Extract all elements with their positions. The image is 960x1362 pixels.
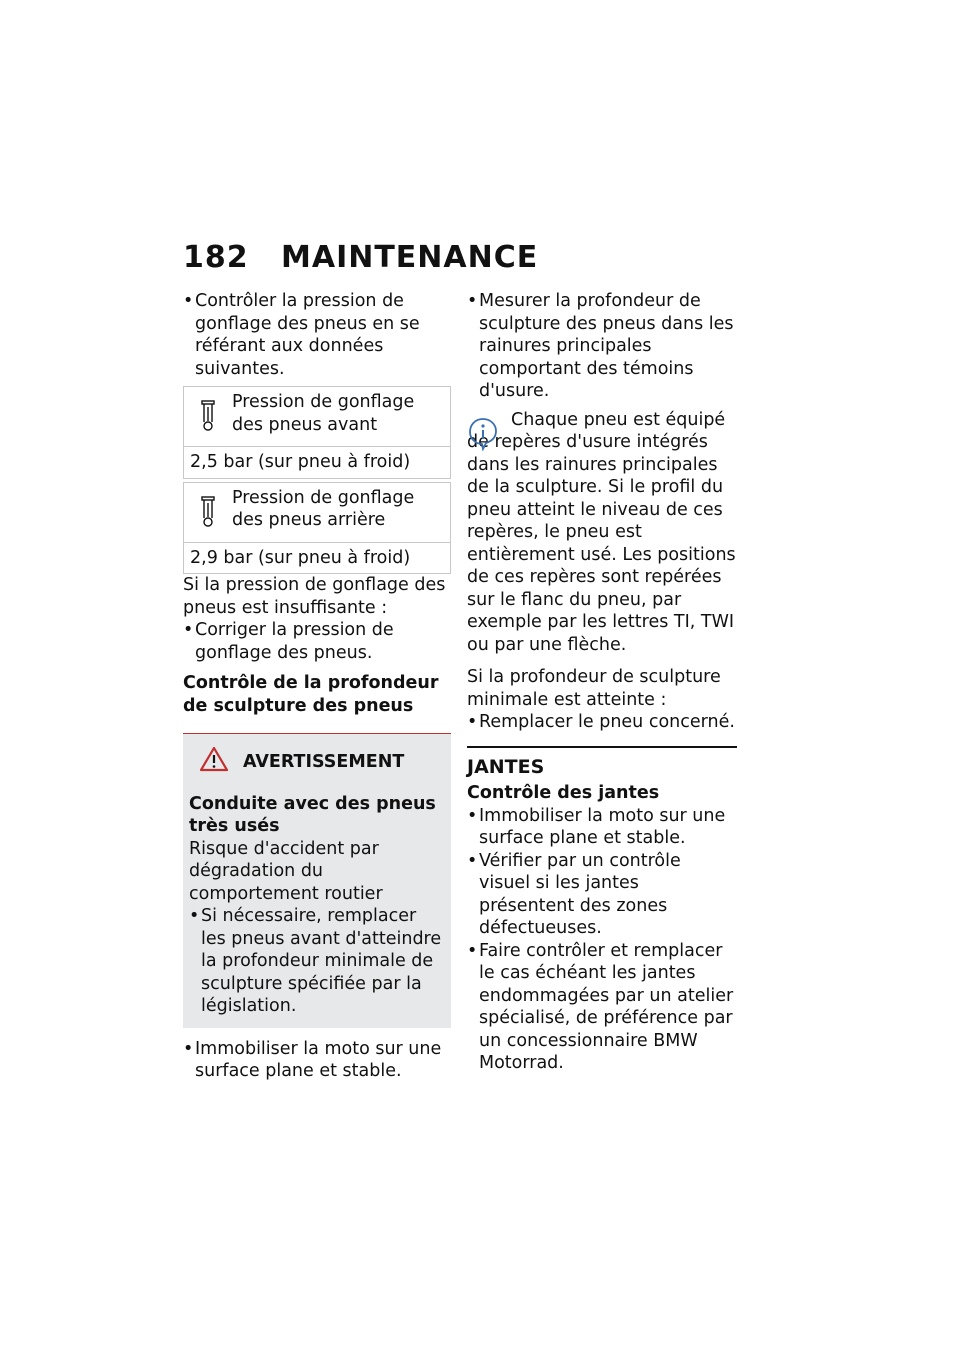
list-item: • Corriger la pression de gonflage des pneus. — [183, 619, 451, 664]
warning-subtitle: Conduite avec des pneus très usés — [189, 793, 436, 836]
list-item: • Immobiliser la moto sur une surface plane et stable. — [183, 1038, 451, 1083]
list-item: • Faire contrôler et remplacer le cas échéant les jantes endommagées par un atelier spécialisé, de préférence par un concessionnaire BMW Motorrad. — [467, 940, 737, 1075]
page-header — [183, 240, 538, 275]
spec-label: Pression de gonflage des pneus arrière — [232, 487, 415, 530]
info-icon — [467, 417, 499, 458]
info-text: Chaque pneu est équipé de repères d'usure intégrés dans les rainures principales de la sculpture. Si le profil du pneu atteint le niveau de ces repères, le pneu est entièrement usé. Les positions de ces repères sont repérées sur le flanc du pneu, par exemple par les lettres TI, TWI ou par une flèche. — [467, 409, 736, 655]
subsection-title: Contrôle des jantes — [467, 783, 660, 803]
warning-triangle-icon — [199, 746, 229, 779]
list-item: • Immobiliser la moto sur une surface plane et stable. — [467, 805, 737, 850]
tire-gauge-icon — [184, 391, 232, 436]
page-title: MAINTENANCE — [281, 240, 539, 275]
section-divider — [467, 746, 737, 748]
warning-title: AVERTISSEMENT — [243, 752, 405, 772]
condition-text: Si la pression de gonflage des pneus est insuffisante : — [183, 575, 446, 618]
list-item: • Contrôler la pression de gonflage des pneus en se référant aux données suivantes. — [183, 290, 451, 380]
rear-pressure-spec — [183, 482, 451, 575]
list-item: • Remplacer le pneu concerné. — [467, 711, 737, 734]
section-heading: Contrôle de la profondeur de sculpture des pneus — [183, 673, 439, 716]
spec-label: Pression de gonflage des pneus avant — [232, 392, 415, 435]
warning-text: Risque d'accident par dégradation du comportement routier — [189, 838, 383, 904]
list-item: • Mesurer la profondeur de sculpture des pneus dans les rainures principales comportant des témoins d'usure. — [467, 290, 737, 403]
left-column — [183, 290, 451, 1083]
list-item: • Si nécessaire, remplacer les pneus avant d'atteindre la profondeur minimale de sculpture spécifiée par la législation. — [189, 905, 445, 1018]
section-title: JANTES — [467, 755, 545, 778]
condition-text: Si la profondeur de sculpture minimale est atteinte : — [467, 667, 721, 710]
right-column — [467, 290, 737, 1075]
list-item: • Vérifier par un contrôle visuel si les jantes présentent des zones défectueuses. — [467, 850, 737, 940]
warning-box — [183, 734, 451, 1028]
front-pressure-spec — [183, 386, 451, 479]
tire-gauge-icon — [184, 487, 232, 532]
spec-value: 2,9 bar (sur pneu à froid) — [190, 547, 411, 568]
spec-value: 2,5 bar (sur pneu à froid) — [190, 452, 411, 472]
info-note — [467, 409, 737, 657]
page-number: 182 — [183, 240, 249, 275]
